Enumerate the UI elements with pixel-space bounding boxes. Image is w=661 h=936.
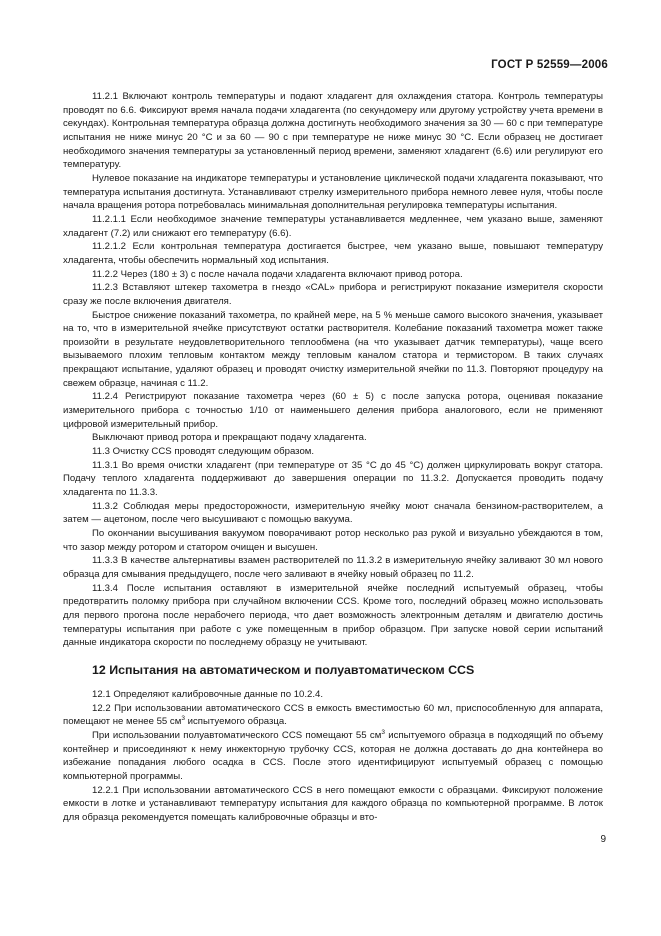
paragraph: 11.2.2 Через (180 ± 3) с после начала подачи хладагента включают привод ротора. — [92, 268, 463, 280]
paragraph: 11.2.1 Включают контроль температуры и подают хладагент для охлаждения статора. Контроль температуры проводят по 6.6. Фиксируют время начала подачи хладагента (по секундомеру или другому устройству учета времени в секундах). Контрольная температура образца должна достигнуть необходимого значения за 30 — 60 с при температуре испытания не ниже минус 20 °С и за 60 — 90 с при температуре не ниже минус 30 °С. Если образец не достигает необходимого значения температуры за установленный период времени, заменяют хладагент (6.6) или регулируют его температуру. — [63, 91, 603, 171]
paragraph: Нулевое показание на индикаторе температуры и установление циклической подачи хладагента показывают, что температура испытания достигнута. Устанавливают стрелку измерительного прибора немного левее нуля, чтобы после начала вращения ротора потребовалась минимальная дополнительная регулировка температуры испытания. — [63, 172, 603, 212]
paragraph: 11.3.2 Соблюдая меры предосторожности, измерительную ячейку моют сначала бензином-растворителем, а затем — ацетоном, после чего высушивают с помощью вакуума. — [63, 500, 603, 526]
paragraph-text: испытуемого образца в подходящий по объему контейнер и присоединяют к нему инжекторную трубочку CCS, которая не должна доставать до дна контейнера во избежание попадания любого осадка в CCS. После этого идентифицируют испытуемый образец с помощью компьютерной программы. — [63, 729, 603, 782]
paragraph: Выключают привод ротора и прекращают подачу хладагента. — [92, 432, 367, 444]
section-title: 12 Испытания на автоматическом и полуавтоматическом CCS — [92, 662, 475, 677]
paragraph: 11.2.1.1 Если необходимое значение температуры устанавливается медленнее, чем указано выше, заменяют хладагент (7.2) или снижают его температуру (6.6). — [63, 213, 603, 239]
paragraph: 11.3.1 Во время очистки хладагент (при температуре от 35 °С до 45 °С) должен циркулировать вокруг статора. Подачу теплого хладагента поддерживают до завершения операции по 11.3.2. Допускается проводить подачу хладагента по 11.3.3. — [63, 459, 603, 499]
paragraph — [63, 729, 603, 784]
paragraph: 12.1 Определяют калибровочные данные по 10.2.4. — [92, 688, 324, 700]
paragraph: 11.3 Очистку CCS проводят следующим образом. — [92, 446, 315, 458]
paragraph: 11.3.3 В качестве альтернативы взамен растворителей по 11.3.2 в измерительную ячейку заливают 30 мл нового образца для смывания предыдущего, после чего заливают в ячейку новый образец по 11.2. — [63, 555, 603, 580]
page-number: 9 — [600, 834, 606, 845]
paragraph: 11.2.1.2 Если контрольная температура достигается быстрее, чем указано выше, повышают температуру хладагента, чтобы обеспечить нормальный ход испытания. — [63, 241, 603, 266]
paragraph: 11.2.4 Регистрируют показание тахометра через (60 ± 5) с после запуска ротора, оценивая показание измерительного прибора с точностью 1/10 от наименьшего деления прибора аналогового, если не применяют цифровой измерительный прибор. — [63, 391, 603, 430]
paragraph: 12.2.1 При использовании автоматического CCS в него помещают емкости с образцами. Фиксируют положение емкости в лотке и устанавливают температуру испытания для каждого образца по компьютерной программе. В лоток для образца рекомендуется помещать калибровочные образцы и вто- — [63, 784, 603, 823]
superscript: 3 — [381, 728, 385, 736]
paragraph: 11.3.4 После испытания оставляют в измерительной ячейке последний испытуемый образец, чтобы предотвратить поломку прибора при случайном включении CCS. Кроме того, последний образец можно использовать для первого прогона после нерабочего периода, что дает возможность электронным деталям и двигателю достичь температуры испытания при работе с уже помещенным в прибор образцом. При запуске новой серии испытаний данные индикатора скорости по последнему образцу не учитывают. — [63, 582, 603, 649]
paragraph: 11.2.3 Вставляют штекер тахометра в гнездо «CAL» прибора и регистрируют показание измерителя скорости сразу же после включения двигателя. — [63, 282, 603, 307]
paragraph-text: испытуемого образца. — [184, 716, 287, 728]
paragraph: По окончании высушивания вакуумом поворачивают ротор несколько раз рукой и визуально убеждаются в том, что зазор между ротором и статором очищен и высушен. — [63, 528, 603, 553]
paragraph-text: 12.2 При использовании автоматического CCS в емкость вместимостью 60 мл, приспособленную для аппарата, помещают не менее 55 см — [63, 702, 603, 728]
document-header: ГОСТ Р 52559—2006 — [491, 59, 608, 71]
body-text — [63, 90, 603, 824]
paragraph-text: При использовании полуавтоматического CCS помещают 55 см — [92, 729, 382, 741]
superscript: 3 — [181, 715, 185, 723]
paragraph — [63, 702, 603, 729]
paragraph: Быстрое снижение показаний тахометра, по крайней мере, на 5 % меньше самого высокого значения, указывает на то, что в измерительной ячейке присутствуют остатки растворителя. Колебание показаний тахометра может также произойти в результате неудовлетворительного теплообмена (на что указывает датчик температуры), чаще всего вызываемого плохим тепловым контактом между тепловым каналом статора и термистором. В таких случаях прекращают испытание, удаляют образец и проводят очистку измерительной ячейки по 11.3. Повторяют процедуру на свежем образце, начиная с 11.2. — [63, 309, 603, 389]
